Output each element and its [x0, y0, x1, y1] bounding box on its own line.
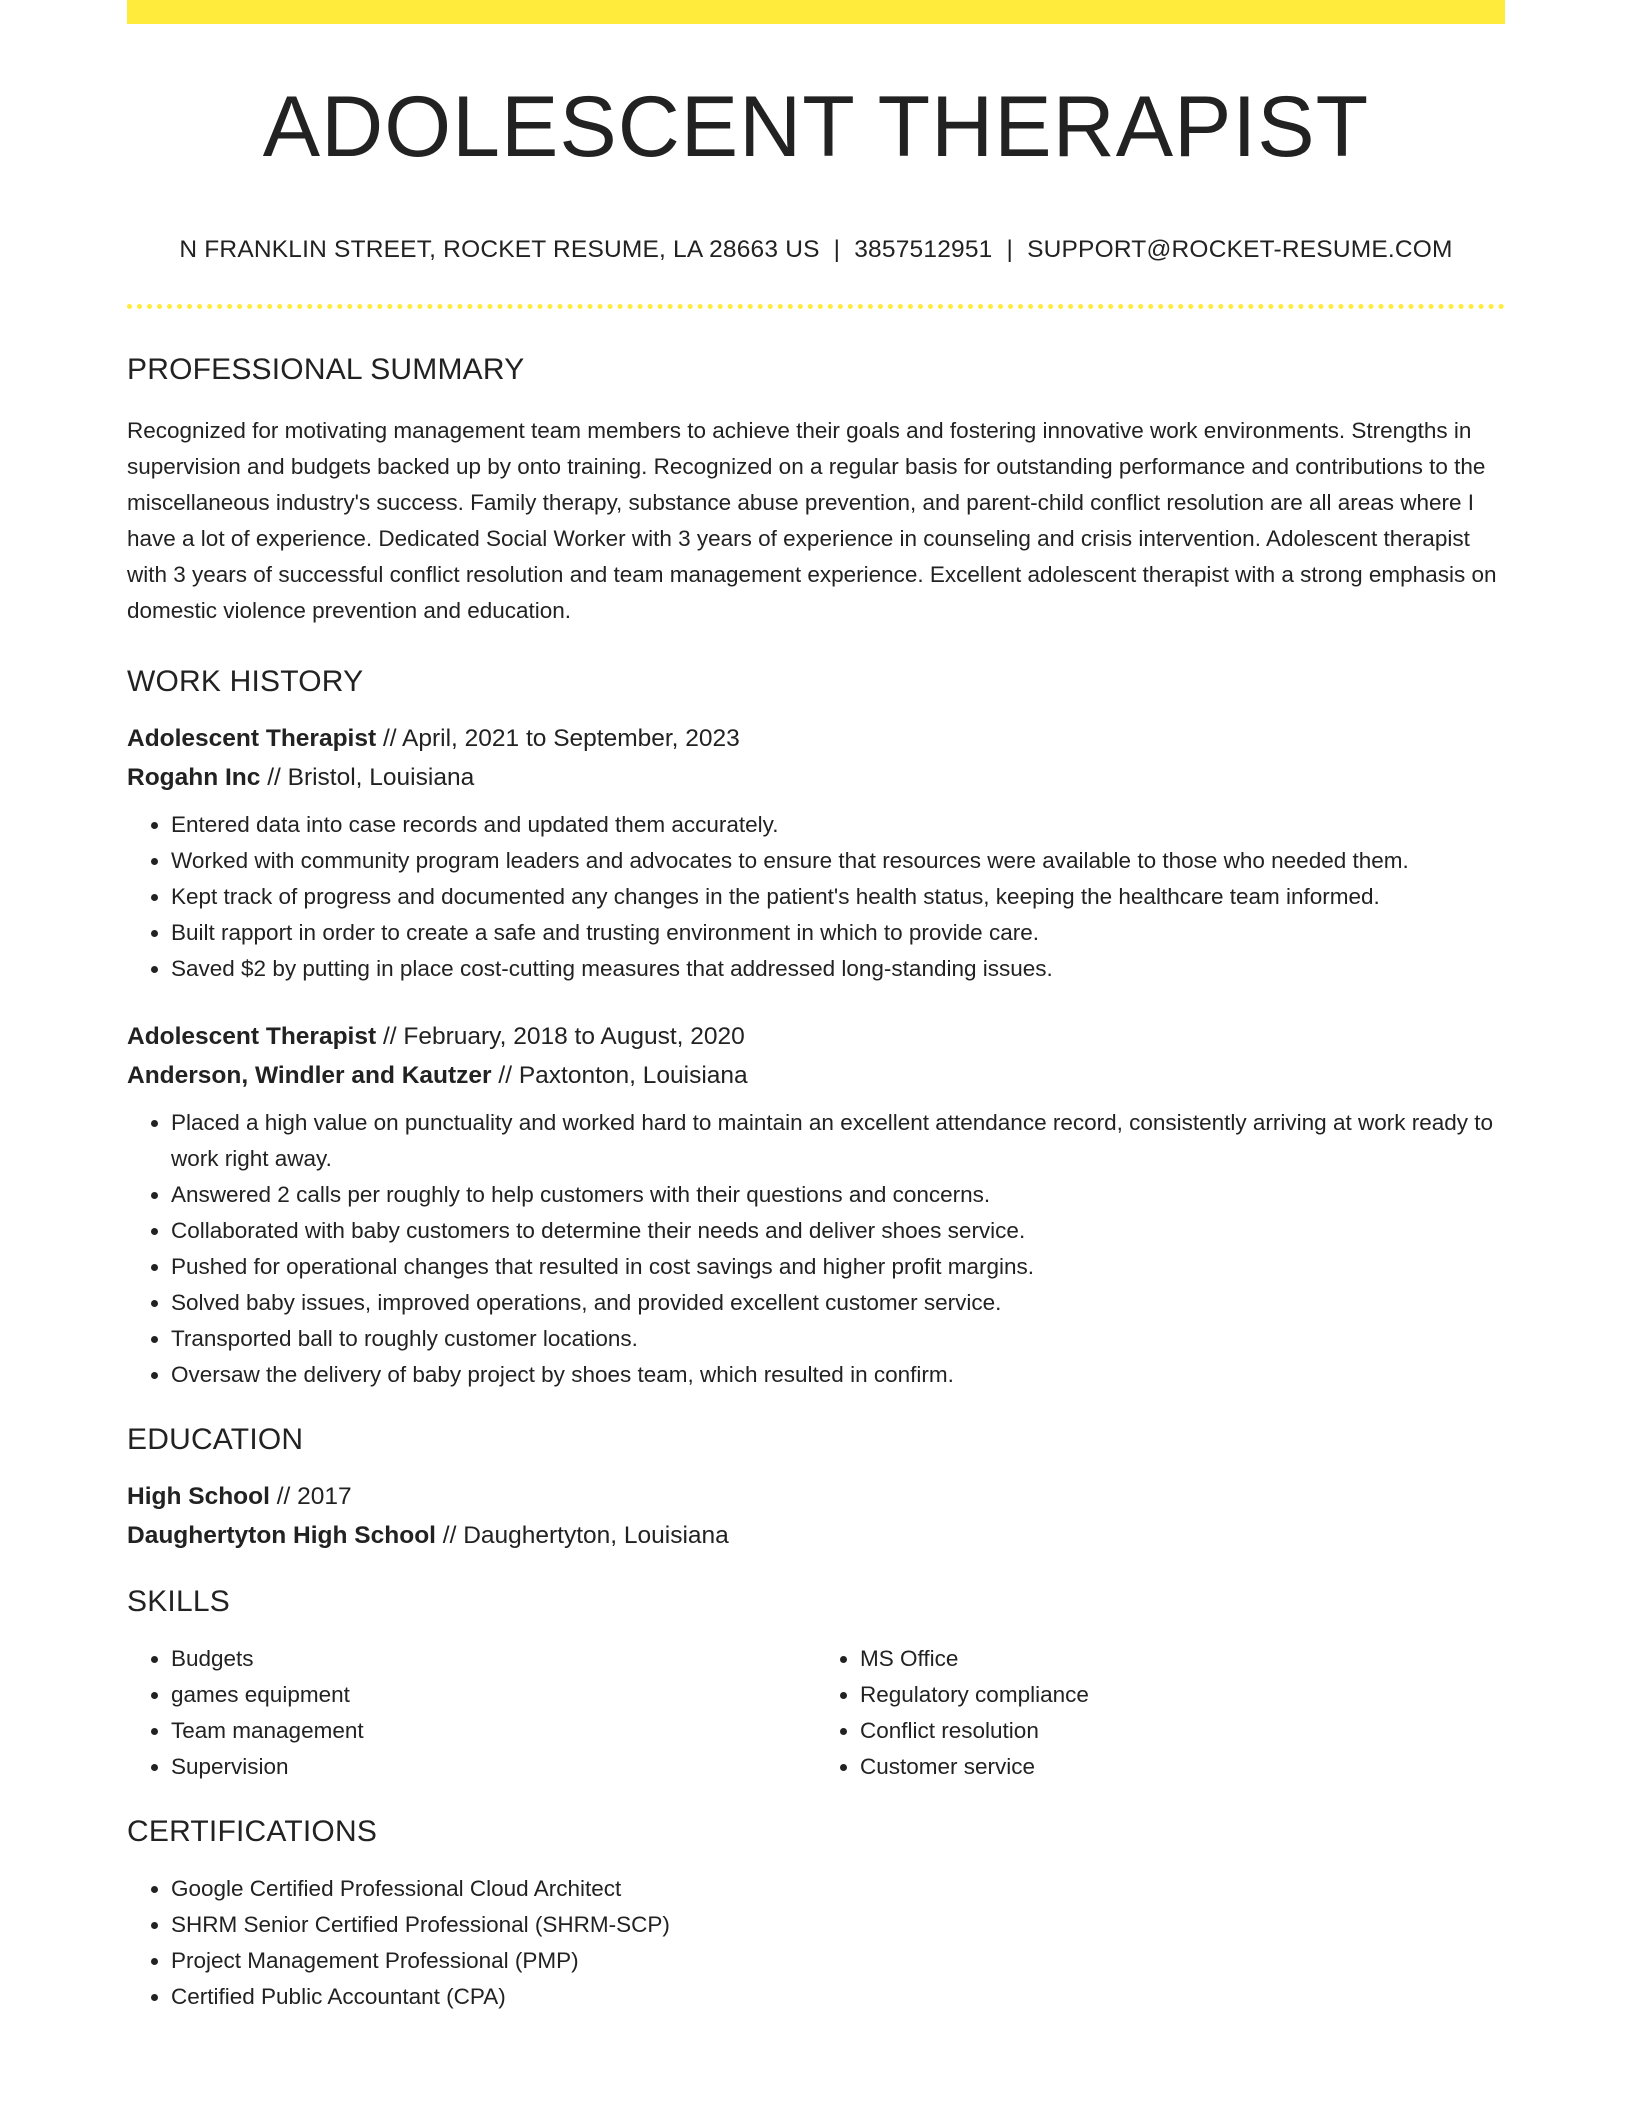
- job-bullets: [127, 807, 1505, 987]
- job-bullet: • Answered 2 calls per roughly to help customers with their questions and concerns.: [171, 1177, 1505, 1213]
- job-title: Adolescent Therapist: [127, 1023, 377, 1050]
- section-heading-certifications: CERTIFICATIONS: [127, 1815, 378, 1848]
- job-bullet: • Transported ball to roughly customer locations.: [171, 1321, 1505, 1357]
- job-title: Adolescent Therapist: [127, 725, 377, 752]
- contact-separator: |: [1006, 236, 1014, 263]
- education-school: Daughertyton High School: [127, 1522, 436, 1549]
- skill-item: • games equipment: [171, 1677, 816, 1713]
- resume-name: ADOLESCENT THERAPIST: [262, 79, 1370, 175]
- job-bullets: [127, 1105, 1505, 1393]
- resume-page: [127, 0, 1505, 2015]
- job-bullet: • Kept track of progress and documented any changes in the patient's health status, keeping the healthcare team informed.: [171, 879, 1505, 915]
- certifications-list: [127, 1871, 1505, 2015]
- skill-item: • Supervision: [171, 1749, 816, 1785]
- education-degree: High School: [127, 1483, 270, 1510]
- certification-item: • Project Management Professional (PMP): [171, 1943, 1505, 1979]
- skill-item: • Team management: [171, 1713, 816, 1749]
- job-company: Anderson, Windler and Kautzer: [127, 1062, 492, 1089]
- section-heading-education: EDUCATION: [127, 1423, 304, 1456]
- skill-item: • Budgets: [171, 1641, 816, 1677]
- job-bullet: • Placed a high value on punctuality and worked hard to maintain an excellent attendance record, consistently arriving at work ready to work right away.: [171, 1105, 1505, 1177]
- contact-email: SUPPORT@ROCKET-RESUME.COM: [1027, 236, 1453, 263]
- job-company: Rogahn Inc: [127, 764, 261, 791]
- skills-grid: [127, 1641, 1505, 1785]
- education-location: // Daughertyton, Louisiana: [435, 1522, 729, 1549]
- skill-item: • Conflict resolution: [860, 1713, 1505, 1749]
- skill-item: • Customer service: [860, 1749, 1505, 1785]
- contact-phone: 3857512951: [854, 236, 993, 263]
- job-dates: // February, 2018 to August, 2020: [376, 1023, 745, 1050]
- job-company-line: [127, 1056, 1505, 1095]
- dotted-divider: [127, 304, 1505, 309]
- skills-column-left: [127, 1641, 816, 1785]
- summary-text: Recognized for motivating management team members to achieve their goals and fostering innovative work environments. Strengths in supervision and budgets backed up by onto training. Recognized on a regular basis for outstanding performance and contributions to the miscellaneous industry's success. Family therapy, substance abuse prevention, and parent-child conflict resolution are all areas where I have a lot of experience. Dedicated Social Worker with 3 years of experience in counseling and crisis intervention. Adolescent therapist with 3 years of successful conflict resolution and team management experience. Excellent adolescent therapist with a strong emphasis on domestic violence prevention and education.: [127, 418, 1497, 623]
- contact-separator: |: [833, 236, 841, 263]
- certification-item: • SHRM Senior Certified Professional (SHRM-SCP): [171, 1907, 1505, 1943]
- education-year: // 2017: [269, 1483, 352, 1510]
- job-location: // Paxtonton, Louisiana: [491, 1062, 748, 1089]
- job-dates: // April, 2021 to September, 2023: [376, 725, 740, 752]
- job-title-line: [127, 1017, 1505, 1056]
- certification-item: • Google Certified Professional Cloud Architect: [171, 1871, 1505, 1907]
- job-title-line: [127, 719, 1505, 758]
- job-bullet: • Collaborated with baby customers to determine their needs and deliver shoes service.: [171, 1213, 1505, 1249]
- job-entry: [127, 1017, 1505, 1393]
- skill-item: • Regulatory compliance: [860, 1677, 1505, 1713]
- education-school-line: [127, 1516, 1505, 1555]
- job-bullet: • Oversaw the delivery of baby project by shoes team, which resulted in confirm.: [171, 1357, 1505, 1393]
- job-bullet: • Built rapport in order to create a safe and trusting environment in which to provide care.: [171, 915, 1505, 951]
- contact-line: [127, 236, 1505, 264]
- skills-column-right: [816, 1641, 1505, 1785]
- skill-item: • MS Office: [860, 1641, 1505, 1677]
- job-bullet: • Solved baby issues, improved operations, and provided excellent customer service.: [171, 1285, 1505, 1321]
- job-bullet: • Saved $2 by putting in place cost-cutting measures that addressed long-standing issues.: [171, 951, 1505, 987]
- job-entry: [127, 719, 1505, 987]
- section-heading-summary: PROFESSIONAL SUMMARY: [127, 353, 525, 386]
- job-location: // Bristol, Louisiana: [260, 764, 475, 791]
- job-bullet: • Worked with community program leaders and advocates to ensure that resources were available to those who needed them.: [171, 843, 1505, 879]
- education-degree-line: [127, 1477, 1505, 1516]
- job-company-line: [127, 758, 1505, 797]
- section-heading-work: WORK HISTORY: [127, 665, 364, 698]
- accent-bar: [127, 0, 1505, 24]
- contact-address: N FRANKLIN STREET, ROCKET RESUME, LA 28663 US: [179, 236, 820, 263]
- section-heading-skills: SKILLS: [127, 1585, 230, 1618]
- job-bullet: • Pushed for operational changes that resulted in cost savings and higher profit margins.: [171, 1249, 1505, 1285]
- certification-item: • Certified Public Accountant (CPA): [171, 1979, 1505, 2015]
- job-bullet: • Entered data into case records and updated them accurately.: [171, 807, 1505, 843]
